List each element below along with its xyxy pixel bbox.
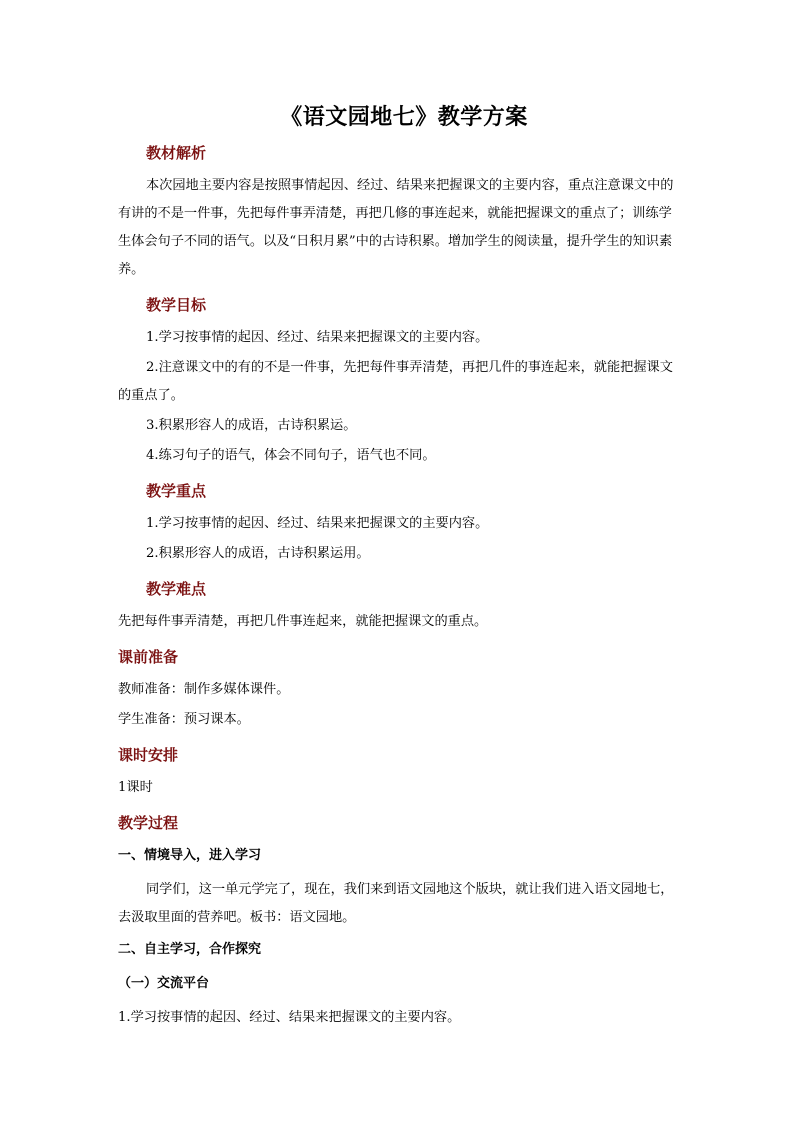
process-step-2-subheading: （一）交流平台 bbox=[118, 976, 210, 991]
section-heading-key-points: 教学重点 bbox=[146, 482, 207, 500]
teacher-preparation: 教师准备：制作多媒体课件。 bbox=[118, 682, 290, 697]
process-step-2-item-1: 1.学习按事情的起因、经过、结果来把握课文的主要内容。 bbox=[118, 1010, 461, 1025]
difficulties-paragraph: 先把每件事弄清楚，再把几件事连起来，就能把握课文的重点。 bbox=[118, 614, 488, 629]
key-point-item-1: 1.学习按事情的起因、经过、结果来把握课文的主要内容。 bbox=[146, 516, 489, 531]
process-step-1-heading: 一、情境导入，进入学习 bbox=[118, 848, 262, 863]
section-heading-difficulties: 教学难点 bbox=[146, 580, 207, 598]
goal-item-4: 4.练习句子的语气，体会不同句子，语气也不同。 bbox=[146, 448, 436, 463]
section-heading-preparation: 课前准备 bbox=[118, 648, 179, 666]
document-title: 《语文园地七》教学方案 bbox=[280, 104, 528, 130]
goal-item-2: 2.注意课文中的有的不是一件事，先把每件事弄清楚，再把几件的事连起来，就能把握课文的重点了。 bbox=[118, 360, 673, 403]
goal-item-3: 3.积累形容人的成语，古诗积累运。 bbox=[146, 418, 357, 433]
section-heading-schedule: 课时安排 bbox=[118, 746, 179, 764]
section-heading-analysis: 教材解析 bbox=[146, 144, 207, 162]
process-step-1-paragraph: 同学们，这一单元学完了，现在，我们来到语文园地这个版块，就让我们进入语文园地七，去汲取里面的营养吧。板书：语文园地。 bbox=[118, 882, 674, 925]
section-heading-process: 教学过程 bbox=[118, 814, 179, 832]
process-step-2-heading: 二、自主学习，合作探究 bbox=[118, 942, 262, 957]
goal-item-1: 1.学习按事情的起因、经过、结果来把握课文的主要内容。 bbox=[146, 330, 489, 345]
analysis-paragraph: 本次园地主要内容是按照事情起因、经过、结果来把握课文的主要内容，重点注意课文中的有讲的不是一件事，先把每件事弄清楚，再把几修的事连起来，就能把握课文的重点了；训练学生体会句子不同的语气。以及“日积月累”中的古诗积累。增加学生的阅读量，提升学生的知识素养。 bbox=[118, 178, 674, 277]
key-point-item-2: 2.积累形容人的成语，古诗积累运用。 bbox=[146, 546, 370, 561]
section-heading-goals: 教学目标 bbox=[146, 296, 207, 314]
schedule-paragraph: 1课时 bbox=[118, 780, 153, 795]
student-preparation: 学生准备：预习课本。 bbox=[118, 712, 250, 727]
